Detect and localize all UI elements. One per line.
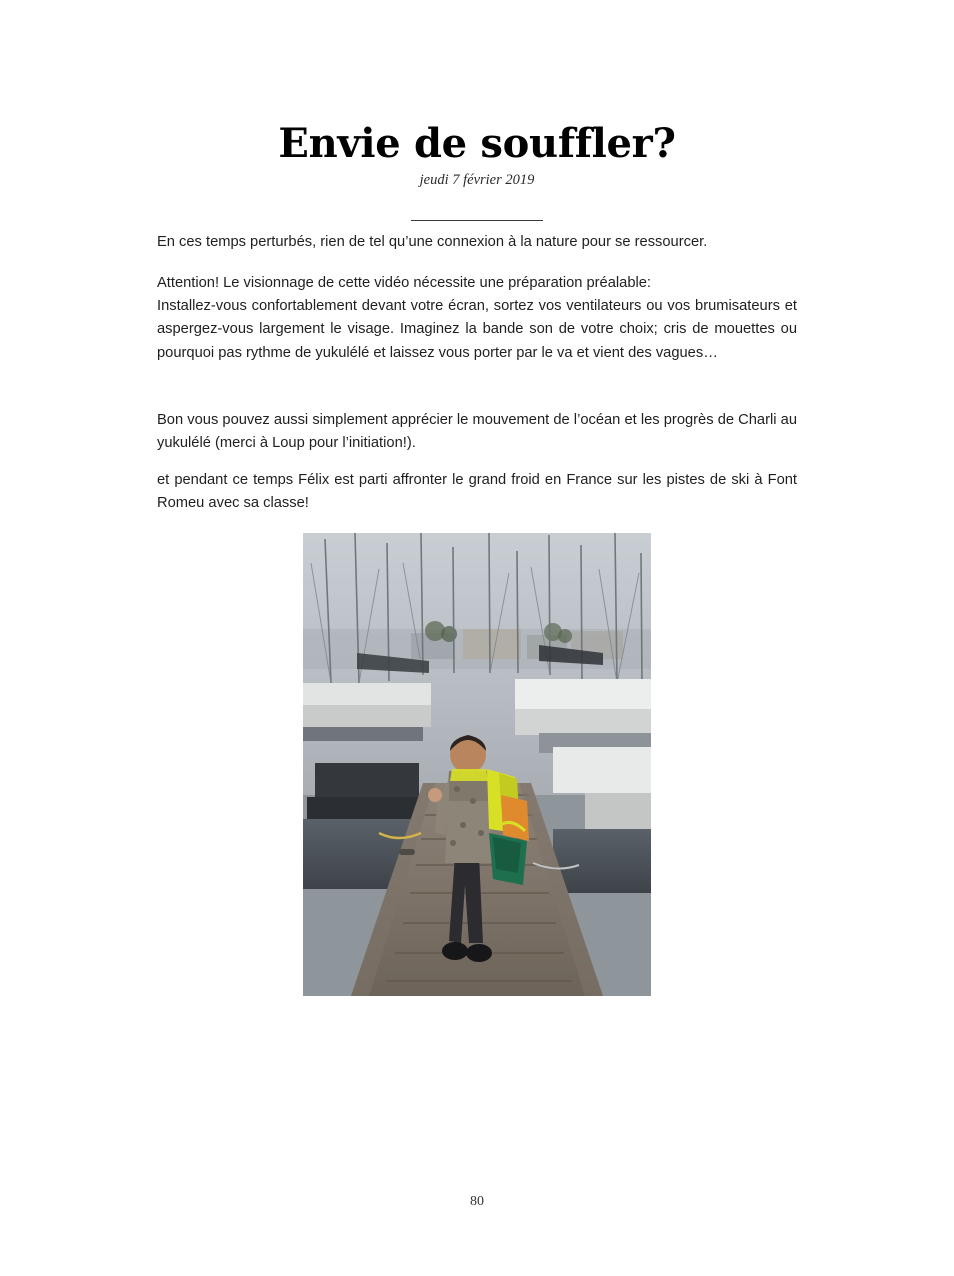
page-number: 80 [470, 1194, 484, 1209]
paragraph-intro [157, 231, 797, 254]
paragraph-ocean [157, 409, 797, 455]
paragraph-text: Bon vous pouvez aussi simplement apprécier le mouvement de l’océan et les progrès de Charli au yukulélé (merci à Loup pour l’initiation!). [157, 412, 797, 452]
post-date: jeudi 7 février 2019 [419, 172, 535, 188]
title-divider [411, 220, 543, 221]
page-title: Envie de souffler? [278, 120, 676, 167]
photo-marina [303, 533, 651, 996]
paragraph-instructions [157, 272, 797, 365]
paragraph-text: En ces temps perturbés, rien de tel qu’une connexion à la nature pour se ressourcer. [157, 234, 708, 250]
paragraph-text-line1: Attention! Le visionnage de cette vidéo nécessite une préparation préalable: [157, 275, 652, 291]
paragraph-text-line2: Installez-vous confortablement devant votre écran, sortez vos ventilateurs ou vos brumisateurs et aspergez-vous largement le visage. Imaginez la bande son de votre choix; cris de mouettes ou pourquoi pas rythme de yukulélé et laissez vous porter par le va et vient des vagues… [157, 298, 797, 361]
paragraph-text: et pendant ce temps Félix est parti affronter le grand froid en France sur les pistes de ski à Font Romeu avec sa classe! [157, 472, 797, 512]
paragraph-felix [157, 469, 797, 515]
